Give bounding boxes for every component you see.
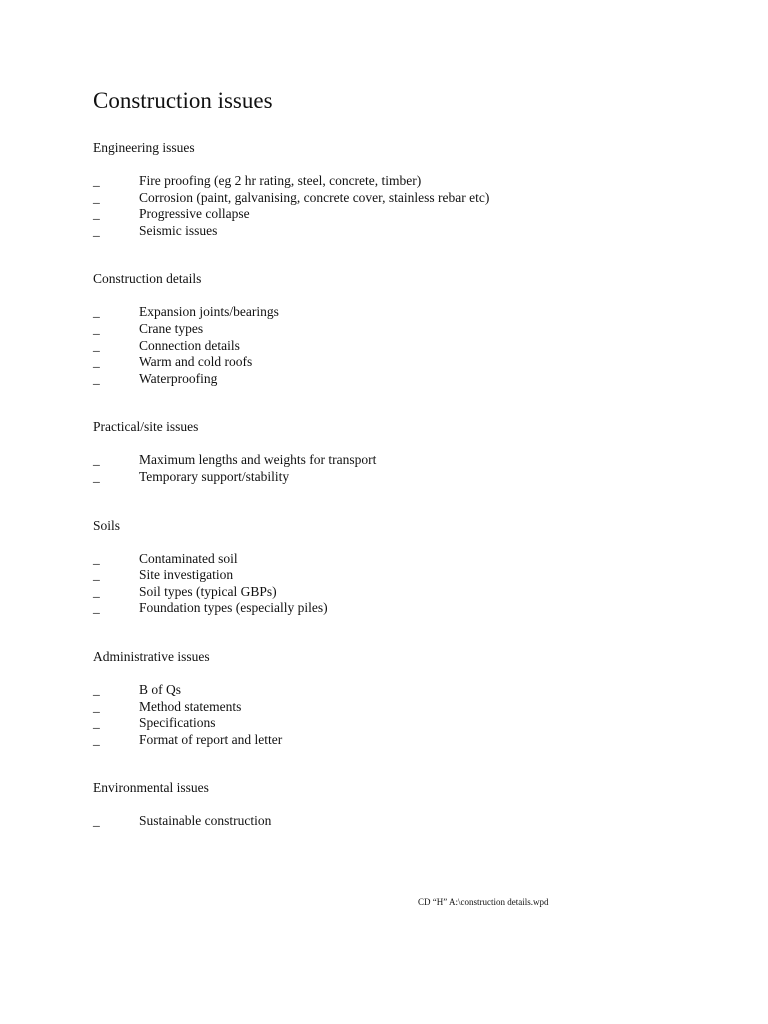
bullet-marker: _ — [93, 550, 100, 566]
list-item-text: B of Qs — [139, 681, 182, 697]
list-item — [93, 173, 693, 190]
bullet-marker: _ — [93, 320, 100, 336]
bullet-list — [93, 452, 693, 485]
list-item — [93, 452, 693, 469]
bullet-marker: _ — [93, 189, 100, 205]
section-heading: Soils — [93, 517, 121, 533]
list-item — [93, 813, 693, 830]
list-item-text: Soil types (typical GBPs) — [139, 583, 277, 599]
list-item — [93, 354, 693, 371]
list-item — [93, 206, 693, 223]
bullet-marker: _ — [93, 304, 100, 320]
list-item-text: Waterproofing — [139, 370, 218, 386]
section-list — [93, 140, 693, 830]
list-item-text: Corrosion (paint, galvanising, concrete cover, stainless rebar etc) — [139, 189, 490, 205]
list-item — [93, 304, 693, 321]
list-item — [93, 321, 693, 338]
list-item-text: Connection details — [139, 337, 240, 353]
list-item-text: Seismic issues — [139, 222, 218, 238]
section — [93, 271, 693, 387]
section-heading: Engineering issues — [93, 140, 195, 155]
bullet-list — [93, 682, 693, 748]
list-item — [93, 699, 693, 716]
list-item-text: Fire proofing (eg 2 hr rating, steel, concrete, timber) — [139, 173, 422, 188]
section-heading: Environmental issues — [93, 780, 209, 796]
list-item-text: Specifications — [139, 715, 216, 731]
footer-file-reference: CD “H” A:\construction details.wpd — [418, 897, 549, 907]
list-item — [93, 371, 693, 388]
list-item — [93, 338, 693, 355]
list-item — [93, 732, 693, 749]
bullet-list — [93, 551, 693, 617]
section — [93, 518, 693, 617]
bullet-marker: _ — [93, 681, 100, 697]
list-item-text: Foundation types (especially piles) — [139, 600, 328, 616]
bullet-list — [93, 304, 693, 387]
list-item-text: Warm and cold roofs — [139, 354, 253, 370]
bullet-marker: _ — [93, 206, 100, 222]
list-item — [93, 600, 693, 617]
list-item-text: Contaminated soil — [139, 550, 238, 566]
bullet-list — [93, 173, 693, 239]
bullet-marker: _ — [93, 731, 100, 747]
bullet-marker: _ — [93, 173, 100, 188]
bullet-marker: _ — [93, 452, 100, 468]
section-heading: Practical/site issues — [93, 419, 199, 435]
list-item — [93, 567, 693, 584]
section-heading: Construction details — [93, 271, 202, 287]
section — [93, 649, 693, 748]
list-item-text: Expansion joints/bearings — [139, 304, 279, 320]
bullet-marker: _ — [93, 698, 100, 714]
list-item — [93, 715, 693, 732]
bullet-marker: _ — [93, 222, 100, 238]
bullet-marker: _ — [93, 370, 100, 386]
list-item — [93, 551, 693, 568]
bullet-marker: _ — [93, 354, 100, 370]
list-item-text: Sustainable construction — [139, 813, 272, 829]
section-heading: Administrative issues — [93, 648, 210, 664]
bullet-marker: _ — [93, 567, 100, 583]
list-item-text: Site investigation — [139, 567, 234, 583]
list-item — [93, 190, 693, 207]
list-item — [93, 223, 693, 240]
list-item-text: Method statements — [139, 698, 242, 714]
bullet-list — [93, 813, 693, 830]
bullet-marker: _ — [93, 813, 100, 829]
bullet-marker: _ — [93, 583, 100, 599]
bullet-marker: _ — [93, 715, 100, 731]
list-item-text: Format of report and letter — [139, 731, 283, 747]
list-item — [93, 682, 693, 699]
list-item — [93, 469, 693, 486]
section — [93, 419, 693, 485]
bullet-marker: _ — [93, 468, 100, 484]
list-item-text: Progressive collapse — [139, 206, 250, 222]
list-item-text: Crane types — [139, 320, 204, 336]
list-item-text: Maximum lengths and weights for transport — [139, 452, 377, 468]
section — [93, 140, 693, 239]
document-page — [93, 86, 693, 862]
list-item-text: Temporary support/stability — [139, 468, 290, 484]
list-item — [93, 584, 693, 601]
section — [93, 780, 693, 830]
document-title: Construction issues — [93, 88, 273, 113]
bullet-marker: _ — [93, 337, 100, 353]
bullet-marker: _ — [93, 600, 100, 616]
